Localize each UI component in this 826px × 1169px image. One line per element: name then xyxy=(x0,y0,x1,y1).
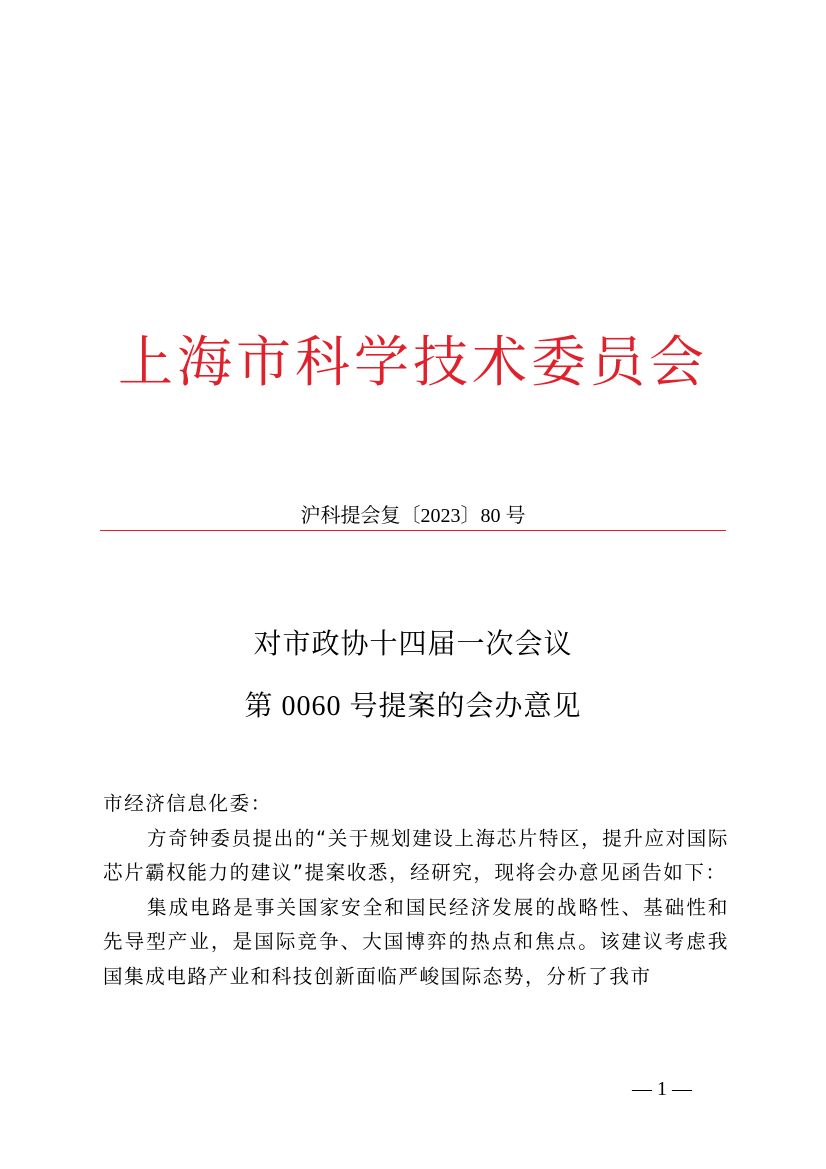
body-paragraph-1: 方奇钟委员提出的“关于规划建设上海芯片特区，提升应对国际芯片霸权能力的建议”提案收悉，经研究，现将会办意见函告如下： xyxy=(103,826,729,884)
page-number: — 1 — xyxy=(632,1078,692,1100)
red-divider-line xyxy=(100,530,726,531)
document-number: 沪科提会复〔2023〕80 号 xyxy=(300,505,526,527)
masthead-title: 上海市科学技术委员会 xyxy=(117,330,708,394)
document-title-line-2: 第 0060 号提案的会办意见 xyxy=(244,691,582,722)
addressee: 市经济信息化委： xyxy=(103,792,272,815)
document-body xyxy=(103,787,729,994)
document-title-line-1: 对市政协十四届一次会议 xyxy=(253,629,573,660)
body-paragraph-2: 集成电路是事关国家安全和国民经济发展的战略性、基础性和先导型产业，是国际竞争、大国博弈的热点和焦点。该建议考虑我国集成电路产业和科技创新面临严峻国际态势，分析了我市 xyxy=(103,895,729,988)
